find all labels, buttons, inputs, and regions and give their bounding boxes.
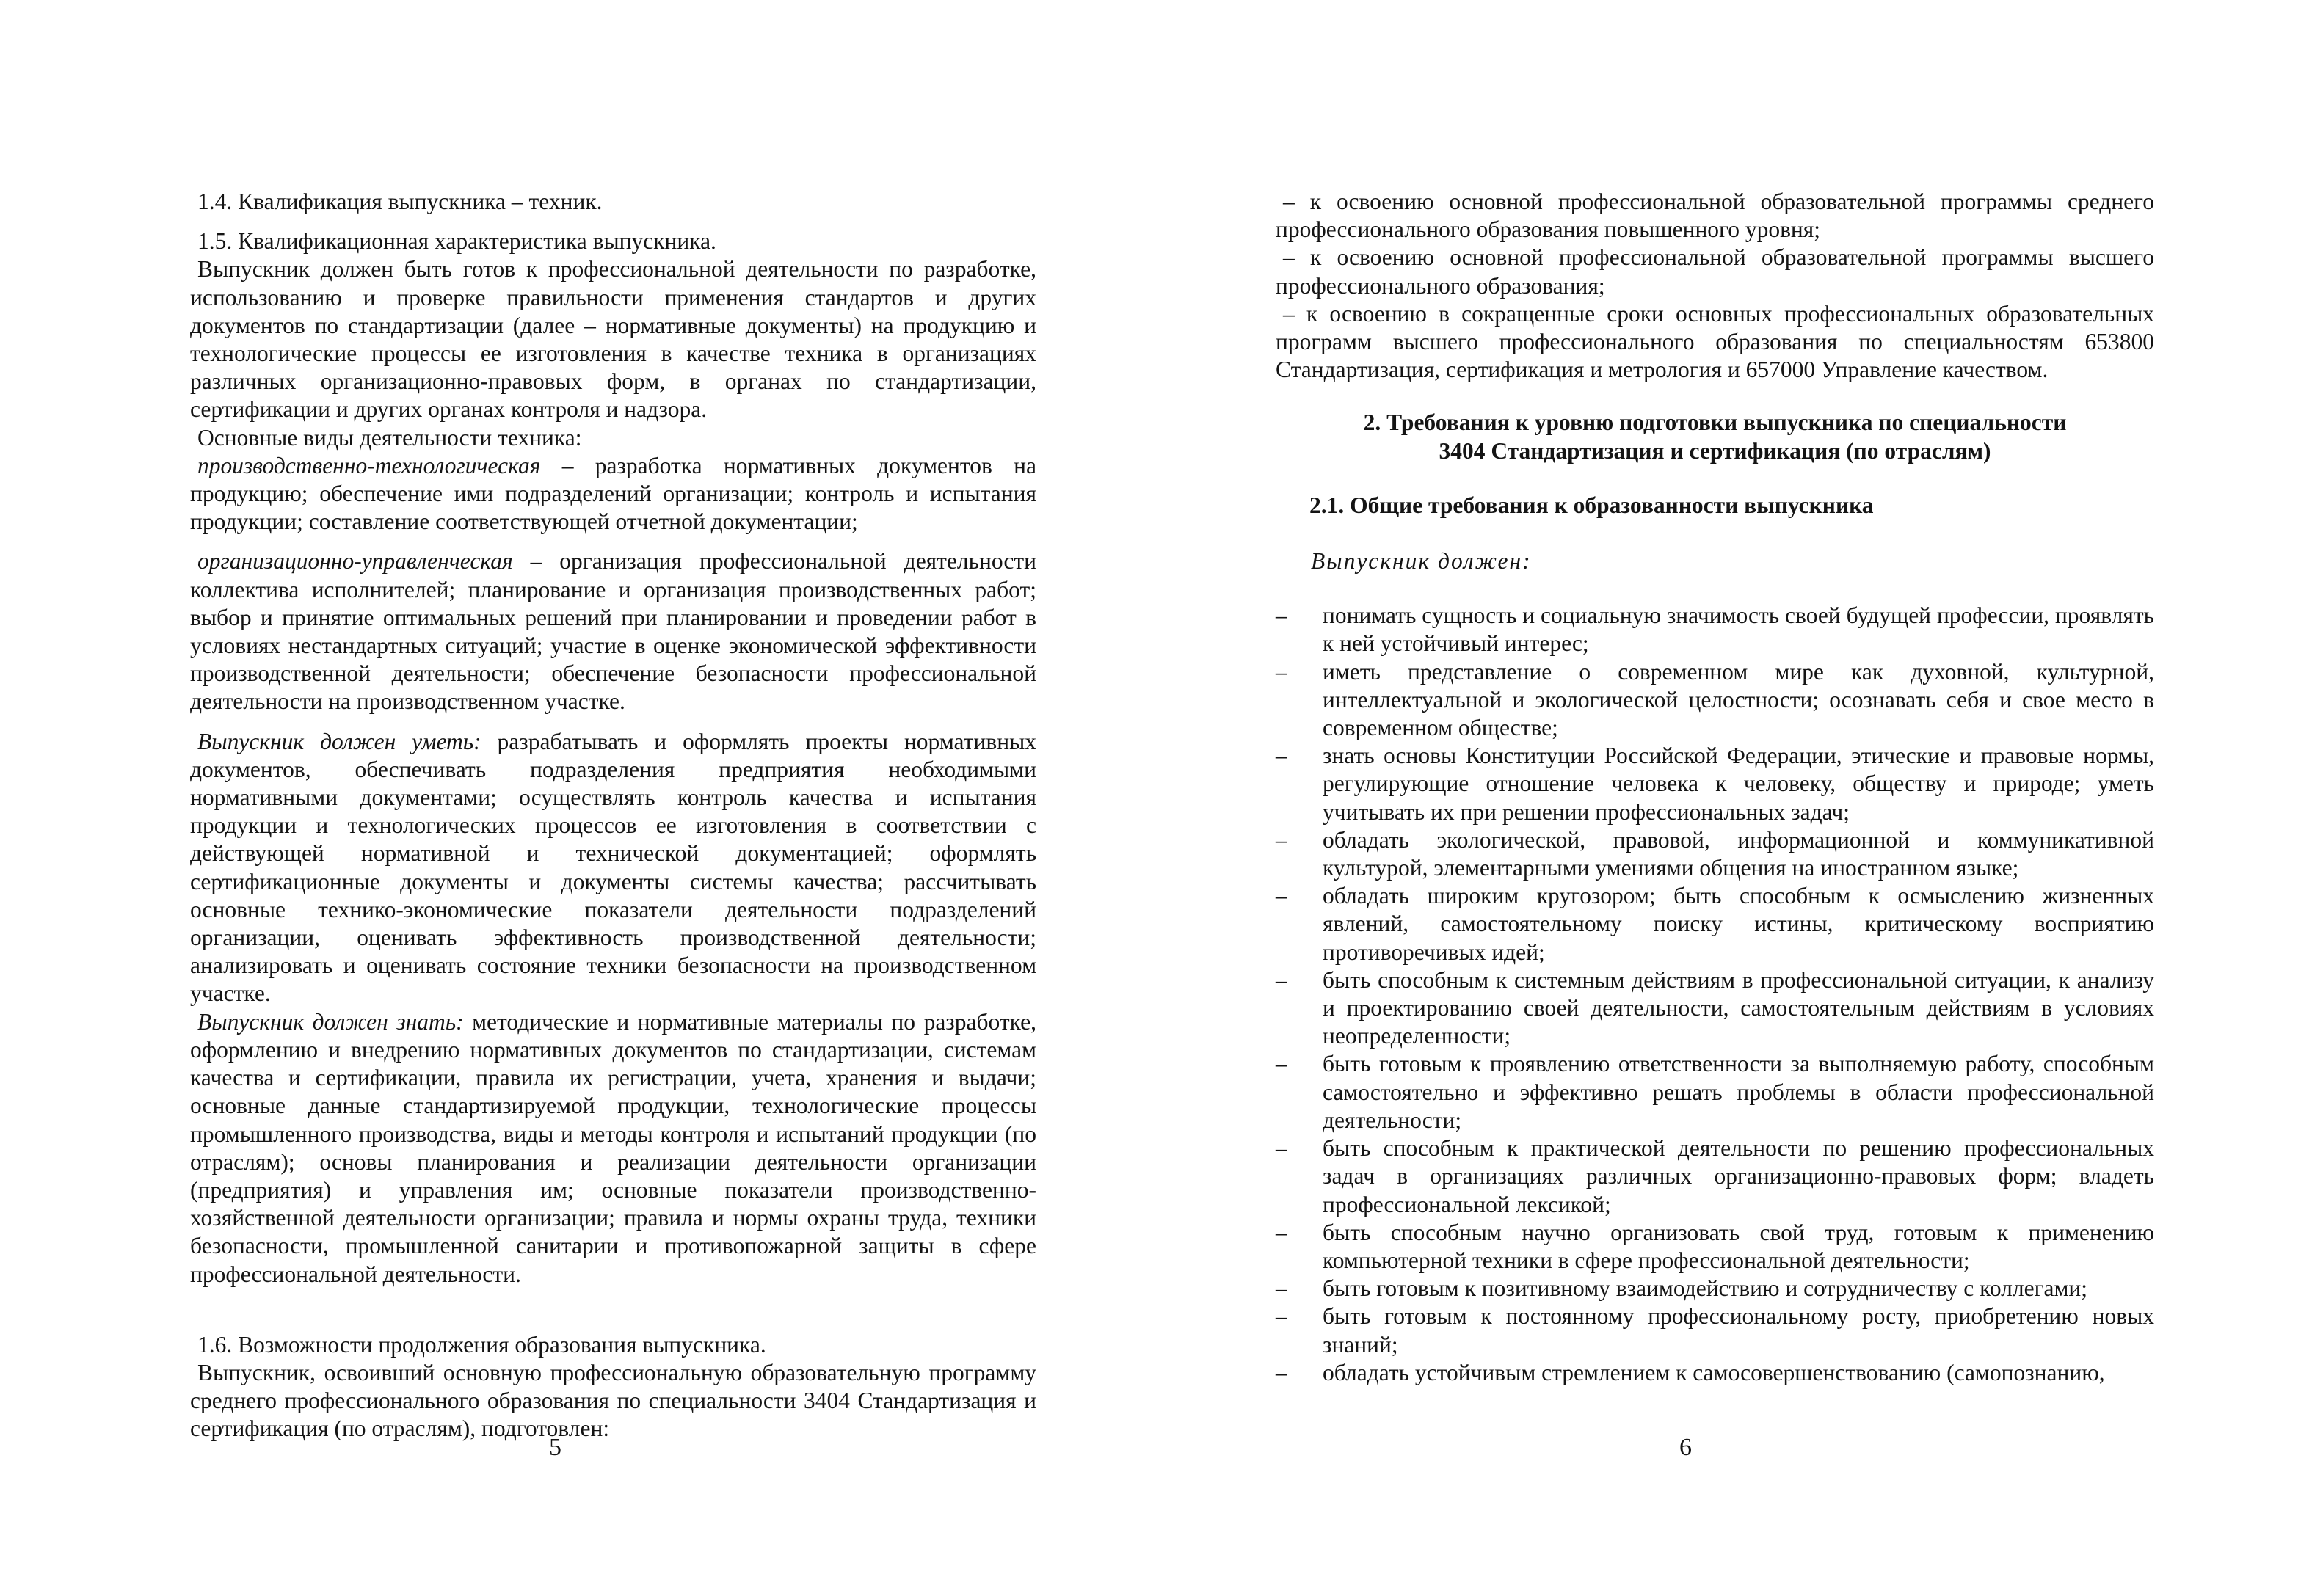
- list-item: [1276, 1275, 2154, 1302]
- list-item-text: быть готовым к позитивному взаимодействию и сотрудничеству с коллегами;: [1323, 1275, 2088, 1302]
- list-item-text: иметь представление о современном мире как духовной, культурной, интеллектуальной и экологической целостности; осознавать себя и свое место в современном обществе;: [1323, 658, 2154, 741]
- section-2-1-heading: 2.1. Общие требования к образованности выпускника: [1309, 492, 1874, 518]
- dash-marker: –: [1276, 1219, 1287, 1245]
- list-item-text: быть способным научно организовать свой труд, готовым к применению компьютерной техники в сфере профессиональной деятельности;: [1323, 1219, 2154, 1273]
- list-item-text: быть готовым к проявлению ответственности за выполняемую работу, способным самостоятельно и эффективно решать проблемы в области профессиональной деятельности;: [1323, 1051, 2154, 1133]
- list-item: [1276, 1359, 2154, 1387]
- list-item-text: быть способным к практической деятельности по решению профессиональных задач в организациях различных организационно-правовых форм; владеть профессиональной лексикой;: [1323, 1135, 2154, 1217]
- section-1-6-text: Выпускник, освоивший основную профессиональную образовательную программу среднего профессионального образования по специальности 3404 Стандартизация и сертификация (по отраслям), подготовлен:: [190, 1359, 1036, 1442]
- production-text: – разработка нормативных документов на продукцию; обеспечение ими подразделений организации; контроль и испытания продукции; составление соответствующей отчетной документации;: [190, 452, 1036, 535]
- requirements-list: [1276, 602, 2154, 1387]
- dash-marker: –: [1276, 743, 1287, 769]
- list-item: [1276, 1050, 2154, 1134]
- section-1-5-text: Выпускник должен быть готов к профессиональной деятельности по разработке, использованию и проверке правильности применения стандартов и других документов по стандартизации (далее – нормативные документы) на продукцию и технологические процессы ее изготовления в качестве техника в организациях различных организационно-правовых форм, в органах по стандартизации, сертификации и других органах контроля и надзора.: [190, 256, 1036, 423]
- continuation-item-3: – к освоению в сокращенные сроки основных профессиональных образовательных программ высшего профессионального образования по специальностям 653800 Стандартизация, сертификация и метрология и 657000 Управление качеством.: [1276, 300, 2154, 383]
- list-item: [1276, 1134, 2154, 1219]
- dash-marker: –: [1276, 883, 1287, 909]
- dash-marker: –: [1276, 1051, 1287, 1077]
- dash-marker: –: [1276, 826, 1287, 853]
- list-item: [1276, 742, 2154, 826]
- production-term: производственно-технологическая: [197, 452, 541, 478]
- knowledge-text: методические и нормативные материалы по разработке, оформлению и внедрению нормативных документов по стандартизации, системам качества и сертификации, правила их регистрации, учета, хранения и выдачи; основные данные стандартизируемой продукции, технологические процессы промышленного производства, виды и методы контроля и испытаний продукции (по отраслям); основы планирования и реализации деятельности организации (предприятия) и управления им; основные показатели производственно-хозяйственной деятельности организации; правила и нормы охраны труда, техники безопасности, промышленной санитарии и противопожарной защиты в сфере профессиональной деятельности.: [190, 1008, 1036, 1287]
- list-item-text: обладать широким кругозором; быть способным к осмыслению жизненных явлений, самостоятельному поиску истины, критическому восприятию противоречивых идей;: [1323, 883, 2154, 965]
- graduate-skills: [190, 728, 1036, 1008]
- dash-marker: –: [1276, 658, 1287, 685]
- activity-kinds-intro: Основные виды деятельности техника:: [197, 424, 582, 451]
- list-item: [1276, 1302, 2154, 1358]
- management-activity: [190, 547, 1036, 715]
- list-item: [1276, 602, 2154, 657]
- management-text: – организация профессиональной деятельности коллектива исполнителей; планирование и организация производственных работ; выбор и принятие оптимальных решений при планировании и проведении работ в условиях нестандартных ситуаций; участие в оценке экономической эффективности производственной деятельности; обеспечение безопасности профессиональной деятельности на производственном участке.: [190, 548, 1036, 715]
- list-item: [1276, 1219, 2154, 1275]
- section-1-4: 1.4. Квалификация выпускника – техник.: [197, 189, 603, 214]
- list-item: [1276, 658, 2154, 743]
- list-item-text: обладать экологической, правовой, информационной и коммуникативной культурой, элементарными умениями общения на иностранном языке;: [1323, 826, 2154, 881]
- section-2-heading-line-1: 2. Требования к уровню подготовки выпускника по специальности: [1363, 409, 2067, 436]
- list-item-text: быть способным к системным действиям в профессиональной ситуации, к анализу и проектированию своей деятельности, самостоятельным действиям в условиях неопределенности;: [1323, 966, 2154, 1049]
- skills-term: Выпускник должен уметь:: [197, 728, 481, 754]
- page-number-left: 5: [549, 1434, 561, 1461]
- list-item: [1276, 882, 2154, 966]
- dash-marker: –: [1276, 1303, 1287, 1330]
- dash-marker: –: [1276, 966, 1287, 993]
- right-page-body: [1276, 188, 2154, 1387]
- section-2-heading: [1276, 409, 2154, 464]
- knowledge-term: Выпускник должен знать:: [197, 1008, 464, 1035]
- production-activity: [190, 452, 1036, 536]
- dash-marker: –: [1276, 1359, 1287, 1385]
- list-item-text: обладать устойчивым стремлением к самосовершенствованию (самопознанию,: [1323, 1359, 2105, 1385]
- section-1-5-heading: 1.5. Квалификационная характеристика выпускника.: [197, 228, 716, 255]
- list-item: [1276, 826, 2154, 882]
- list-item: [1276, 966, 2154, 1051]
- list-item-text: быть готовым к постоянному профессиональному росту, приобретению новых знаний;: [1323, 1303, 2154, 1358]
- list-item-text: понимать сущность и социальную значимость своей будущей профессии, проявлять к ней устойчивый интерес;: [1323, 602, 2154, 657]
- page-number-right: 6: [1679, 1434, 1692, 1461]
- right-page: [1156, 0, 2312, 1596]
- dash-marker: –: [1276, 602, 1287, 629]
- dash-marker: –: [1276, 1135, 1287, 1162]
- management-term: организационно-управленческая: [197, 548, 513, 575]
- section-1-6-heading: 1.6. Возможности продолжения образования выпускника.: [197, 1331, 766, 1358]
- left-page-body: [190, 188, 1036, 1443]
- graduate-knowledge: [190, 1008, 1036, 1289]
- graduate-must-lead: Выпускник должен:: [1311, 548, 1532, 575]
- dash-marker: –: [1276, 1275, 1287, 1302]
- section-2-heading-line-2: 3404 Стандартизация и сертификация (по отраслям): [1439, 437, 1991, 464]
- continuation-item-1: – к освоению основной профессиональной образовательной программы среднего профессионального образования повышенного уровня;: [1276, 189, 2154, 243]
- skills-text: разрабатывать и оформлять проекты нормативных документов, обеспечивать подразделения предприятия необходимыми нормативными документами; осуществлять контроль качества и испытания продукции и технологических процессов ее изготовления в соответствии с действующей нормативной и технической документацией; оформлять сертификационные документы и документы системы качества; рассчитывать основные технико-экономические показатели деятельности подразделений организации, оценивать эффективность производственной деятельности; анализировать и оценивать состояние техники безопасности на производственном участке.: [190, 728, 1036, 1007]
- list-item-text: знать основы Конституции Российской Федерации, этические и правовые нормы, регулирующие отношение человека к человеку, обществу и природе; уметь учитывать их при решении профессиональных задач;: [1323, 743, 2154, 825]
- continuation-item-2: – к освоению основной профессиональной образовательной программы высшего профессионального образования;: [1276, 244, 2154, 299]
